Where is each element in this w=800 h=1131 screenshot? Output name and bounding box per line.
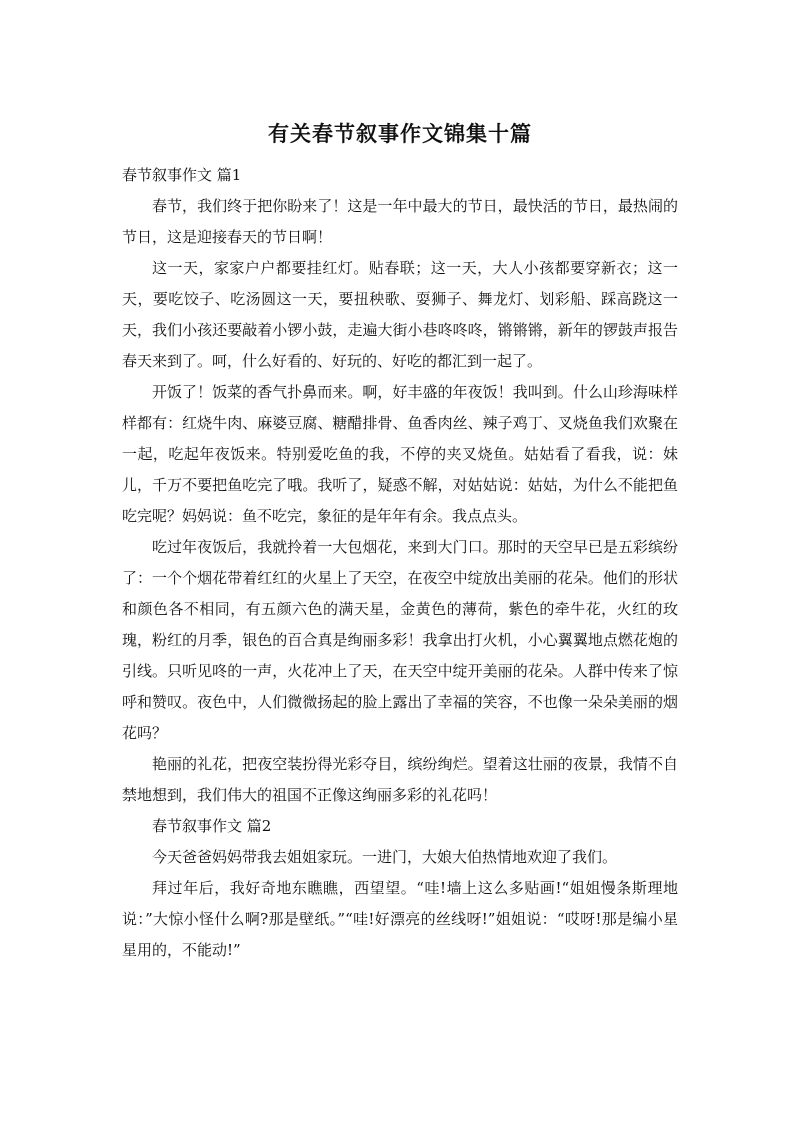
paragraph: 开饭了！饭菜的香气扑鼻而来。啊，好丰盛的年夜饭！我叫到。什么山珍海味样样都有：红烧牛肉、麻婆豆腐、糖醋排骨、鱼香肉丝、辣子鸡丁、叉烧鱼我们欢聚在一起，吃起年夜饭来。特别爱吃鱼的我，不停的夹叉烧鱼。姑姑看了看我，说：妹儿，千万不要把鱼吃完了哦。我听了，疑惑不解，对姑姑说：姑姑，为什么不能把鱼吃完呢？妈妈说：鱼不吃完，象征的是年年有余。我点点头。 — [122, 383, 678, 525]
section-heading: 春节叙事作文 篇2 — [152, 817, 272, 835]
paragraph: 艳丽的礼花，把夜空装扮得光彩夺目，缤纷绚烂。望着这壮丽的夜景，我情不自禁地想到，我们伟大的祖国不正像这绚丽多彩的礼花吗！ — [122, 755, 678, 804]
paragraph: 春节，我们终于把你盼来了！这是一年中最大的节日，最快活的节日，最热闹的节日，这是迎接春天的节日啊！ — [122, 197, 678, 246]
section-heading: 春节叙事作文 篇1 — [122, 166, 242, 184]
paragraph: 吃过年夜饭后，我就拎着一大包烟花，来到大门口。那时的天空早已是五彩缤纷了：一个个烟花带着红红的火星上了天空，在夜空中绽放出美丽的花朵。他们的形状和颜色各不相同，有五颜六色的满天星，金黄色的薄荷，紫色的牵牛花，火红的玫瑰，粉红的月季，银色的百合真是绚丽多彩！我拿出打火机，小心翼翼地点燃花炮的引线。只听见咚的一声，火花冲上了天，在天空中绽开美丽的花朵。人群中传来了惊呼和赞叹。夜色中，人们微微扬起的脸上露出了幸福的笑容，不也像一朵朵美丽的烟花吗？ — [122, 538, 678, 742]
document-body — [122, 160, 678, 966]
paragraph: 今天爸爸妈妈带我去姐姐家玩。一进门，大娘大伯热情地欢迎了我们。 — [152, 848, 618, 866]
document-title: 有关春节叙事作文锦集十篇 — [268, 122, 532, 146]
paragraph: 拜过年后，我好奇地东瞧瞧，西望望。“哇!墙上这么多贴画!“姐姐慢条斯理地说：”大惊小怪什么啊?那是壁纸。”“哇!好漂亮的丝线呀!”姐姐说：“哎呀!那是编小星星用的，不能动!” — [122, 879, 678, 959]
paragraph: 这一天，家家户户都要挂红灯。贴春联；这一天，大人小孩都要穿新衣；这一天，要吃饺子、吃汤圆这一天，要扭秧歌、耍狮子、舞龙灯、划彩船、踩高跷这一天，我们小孩还要敲着小锣小鼓，走遍大街小巷咚咚咚，锵锵锵，新年的锣鼓声报告春天来到了。呵，什么好看的、好玩的、好吃的都汇到一起了。 — [122, 259, 678, 370]
